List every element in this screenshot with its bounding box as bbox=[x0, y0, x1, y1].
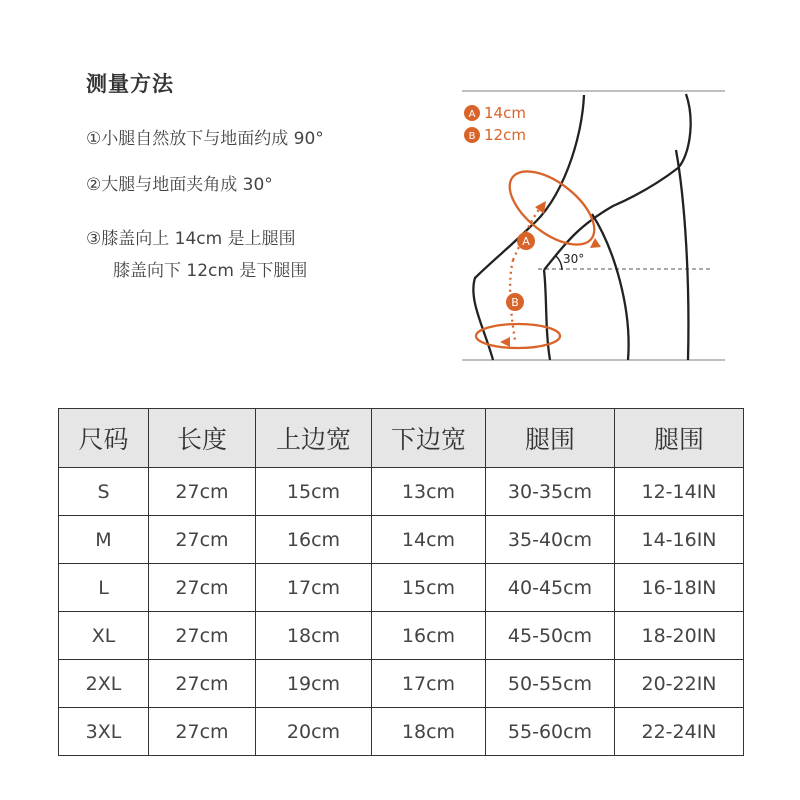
cell-leg-cm: 50-55cm bbox=[486, 660, 615, 708]
size-chart-table bbox=[58, 408, 744, 756]
table-row bbox=[59, 612, 744, 660]
step-2-text: ②大腿与地面夹角成 30° bbox=[86, 175, 273, 195]
table-header-row bbox=[59, 409, 744, 468]
cell-size: 2XL bbox=[59, 660, 149, 708]
cell-leg-in: 22-24IN bbox=[615, 708, 744, 756]
cell-top-width: 18cm bbox=[256, 612, 372, 660]
cell-bottom-width: 14cm bbox=[372, 516, 486, 564]
cell-leg-cm: 45-50cm bbox=[486, 612, 615, 660]
marker-b-letter: B bbox=[511, 296, 519, 309]
legend-a-letter: A bbox=[468, 109, 476, 120]
cell-length: 27cm bbox=[149, 564, 256, 612]
cell-leg-in: 12-14IN bbox=[615, 468, 744, 516]
legend-b-value: 12cm bbox=[484, 126, 526, 144]
table-row bbox=[59, 516, 744, 564]
angle-label: 30° bbox=[563, 252, 585, 266]
cell-top-width: 20cm bbox=[256, 708, 372, 756]
header-top-width: 上边宽 bbox=[256, 409, 372, 468]
cell-leg-in: 20-22IN bbox=[615, 660, 744, 708]
cell-leg-cm: 30-35cm bbox=[486, 468, 615, 516]
header-size: 尺码 bbox=[59, 409, 149, 468]
cell-bottom-width: 15cm bbox=[372, 564, 486, 612]
back-leg-outline bbox=[592, 214, 629, 360]
front-shin-outline bbox=[544, 270, 550, 360]
cell-leg-in: 18-20IN bbox=[615, 612, 744, 660]
cell-bottom-width: 18cm bbox=[372, 708, 486, 756]
cell-length: 27cm bbox=[149, 612, 256, 660]
cell-top-width: 17cm bbox=[256, 564, 372, 612]
cell-top-width: 15cm bbox=[256, 468, 372, 516]
cell-length: 27cm bbox=[149, 708, 256, 756]
cell-top-width: 19cm bbox=[256, 660, 372, 708]
table-row bbox=[59, 708, 744, 756]
lower-ring-arrowhead bbox=[500, 337, 510, 347]
step-3-text: ③膝盖向上 14cm 是上腿围 bbox=[86, 229, 296, 249]
table-row bbox=[59, 468, 744, 516]
legend-a-value: 14cm bbox=[484, 104, 526, 122]
marker-a-letter: A bbox=[522, 235, 530, 248]
header-leg-circumference-in: 腿围 bbox=[615, 409, 744, 468]
cell-top-width: 16cm bbox=[256, 516, 372, 564]
cell-size: M bbox=[59, 516, 149, 564]
angle-arc bbox=[556, 256, 562, 270]
cell-bottom-width: 17cm bbox=[372, 660, 486, 708]
measure-method-title: 测量方法 bbox=[86, 72, 174, 96]
cell-leg-in: 16-18IN bbox=[615, 564, 744, 612]
cell-length: 27cm bbox=[149, 660, 256, 708]
header-length: 长度 bbox=[149, 409, 256, 468]
knee-measurement-diagram bbox=[450, 80, 750, 370]
table-row bbox=[59, 660, 744, 708]
cell-bottom-width: 13cm bbox=[372, 468, 486, 516]
cell-size: XL bbox=[59, 612, 149, 660]
cell-leg-in: 14-16IN bbox=[615, 516, 744, 564]
legend-b-letter: B bbox=[468, 131, 476, 142]
back-calf-outline bbox=[676, 150, 688, 360]
step-1-text: ①小腿自然放下与地面约成 90° bbox=[86, 129, 324, 149]
header-bottom-width: 下边宽 bbox=[372, 409, 486, 468]
cell-size: L bbox=[59, 564, 149, 612]
cell-length: 27cm bbox=[149, 468, 256, 516]
cell-bottom-width: 16cm bbox=[372, 612, 486, 660]
cell-leg-cm: 40-45cm bbox=[486, 564, 615, 612]
cell-leg-cm: 35-40cm bbox=[486, 516, 615, 564]
header-leg-circumference-cm: 腿围 bbox=[486, 409, 615, 468]
cell-size: S bbox=[59, 468, 149, 516]
cell-size: 3XL bbox=[59, 708, 149, 756]
table-row bbox=[59, 564, 744, 612]
cell-leg-cm: 55-60cm bbox=[486, 708, 615, 756]
step-3-continued-text: 膝盖向下 12cm 是下腿围 bbox=[113, 261, 308, 281]
cell-length: 27cm bbox=[149, 516, 256, 564]
